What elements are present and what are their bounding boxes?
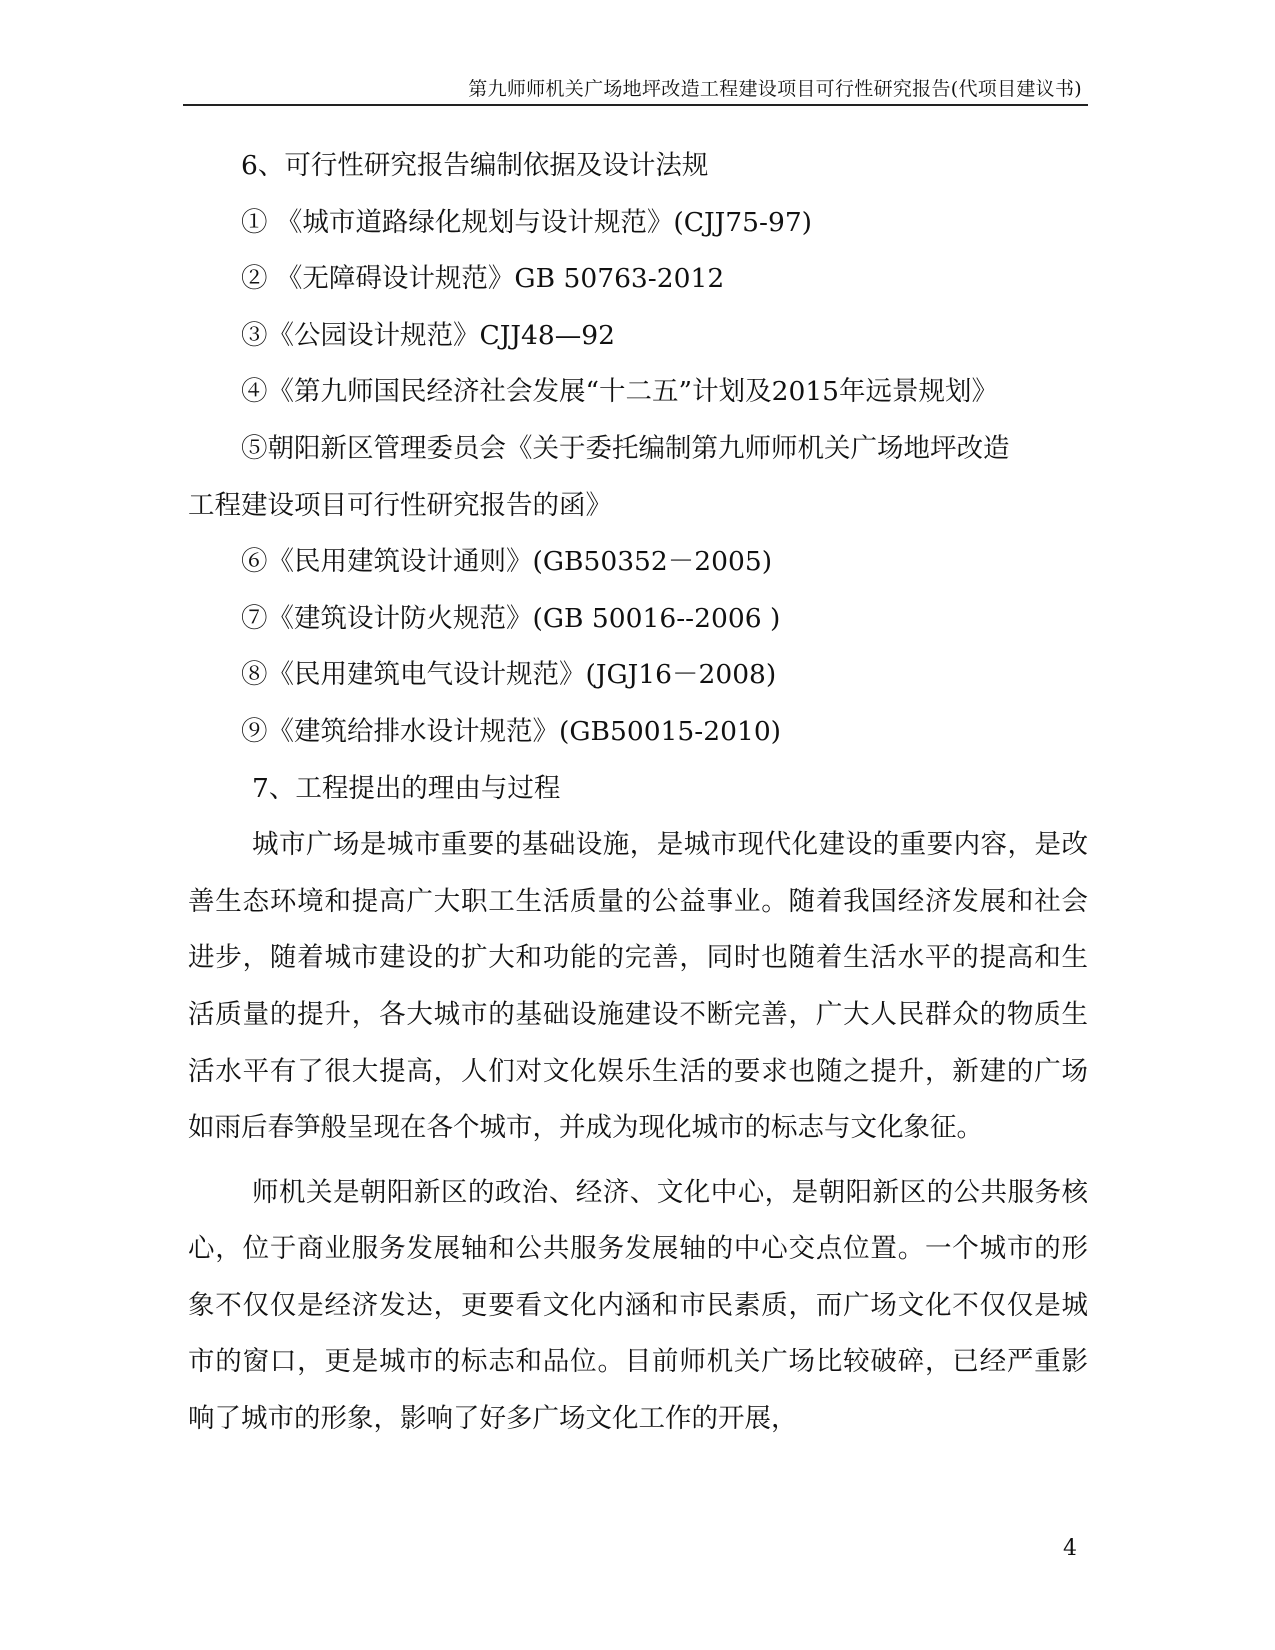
regulation-item-5: ⑤朝阳新区管理委员会《关于委托编制第九师师机关广场地坪改造: [241, 432, 1010, 464]
regulation-item-6: ⑥《民用建筑设计通则》(GB50352－2005): [241, 546, 773, 578]
paragraph-spacer: [188, 1157, 1088, 1165]
regulation-item-5-continued: 工程建设项目可行性研究报告的函》: [188, 489, 612, 521]
section-7-paragraph-1: 城市广场是城市重要的基础设施，是城市现代化建设的重要内容，是改善生态环境和提高广大职工生活质量的公益事业。随着我国经济发展和社会进步，随着城市建设的扩大和功能的完善，同时也随着生活水平的提高和生活质量的提升，各大城市的基础设施建设不断完善，广大人民群众的物质生活水平有了很大提高，人们对文化娱乐生活的要求也随之提升，新建的广场如雨后春笋般呈现在各个城市，并成为现化城市的标志与文化象征。: [188, 829, 1088, 1144]
regulation-item-4: ④《第九师国民经济社会发展“十二五”计划及2015年远景规划》: [241, 376, 999, 408]
regulation-item-8: ⑧《民用建筑电气设计规范》(JGJ16－2008): [241, 659, 777, 691]
regulation-item-3: ③《公园设计规范》CJJ48—92: [241, 319, 615, 351]
regulation-item-7: ⑦《建筑设计防火规范》(GB 50016--2006 ): [241, 602, 781, 634]
regulation-item-1: ① 《城市道路绿化规划与设计规范》(CJJ75-97): [241, 206, 813, 238]
document-body: [188, 138, 1088, 1448]
page-header: [183, 72, 1088, 106]
section-7-paragraph-2: 师机关是朝阳新区的政治、经济、文化中心，是朝阳新区的公共服务核心，位于商业服务发展轴和公共服务发展轴的中心交点位置。一个城市的形象不仅仅是经济发达，更要看文化内涵和市民素质，而广场文化不仅仅是城市的窗口，更是城市的标志和品位。目前师机关广场比较破碎，已经严重影响了城市的形象，影响了好多广场文化工作的开展，: [188, 1176, 1088, 1435]
page-number: 4: [1063, 1536, 1077, 1561]
section-7-heading: 7、工程提出的理由与过程: [252, 772, 561, 804]
header-title: 第九师师机关广场地坪改造工程建设项目可行性研究报告(代项目建议书): [468, 78, 1082, 100]
section-6-heading: 6、可行性研究报告编制依据及设计法规: [241, 150, 709, 181]
regulation-item-9: ⑨《建筑给排水设计规范》(GB50015-2010): [241, 715, 782, 747]
regulation-item-2: ② 《无障碍设计规范》GB 50763-2012: [241, 263, 725, 295]
